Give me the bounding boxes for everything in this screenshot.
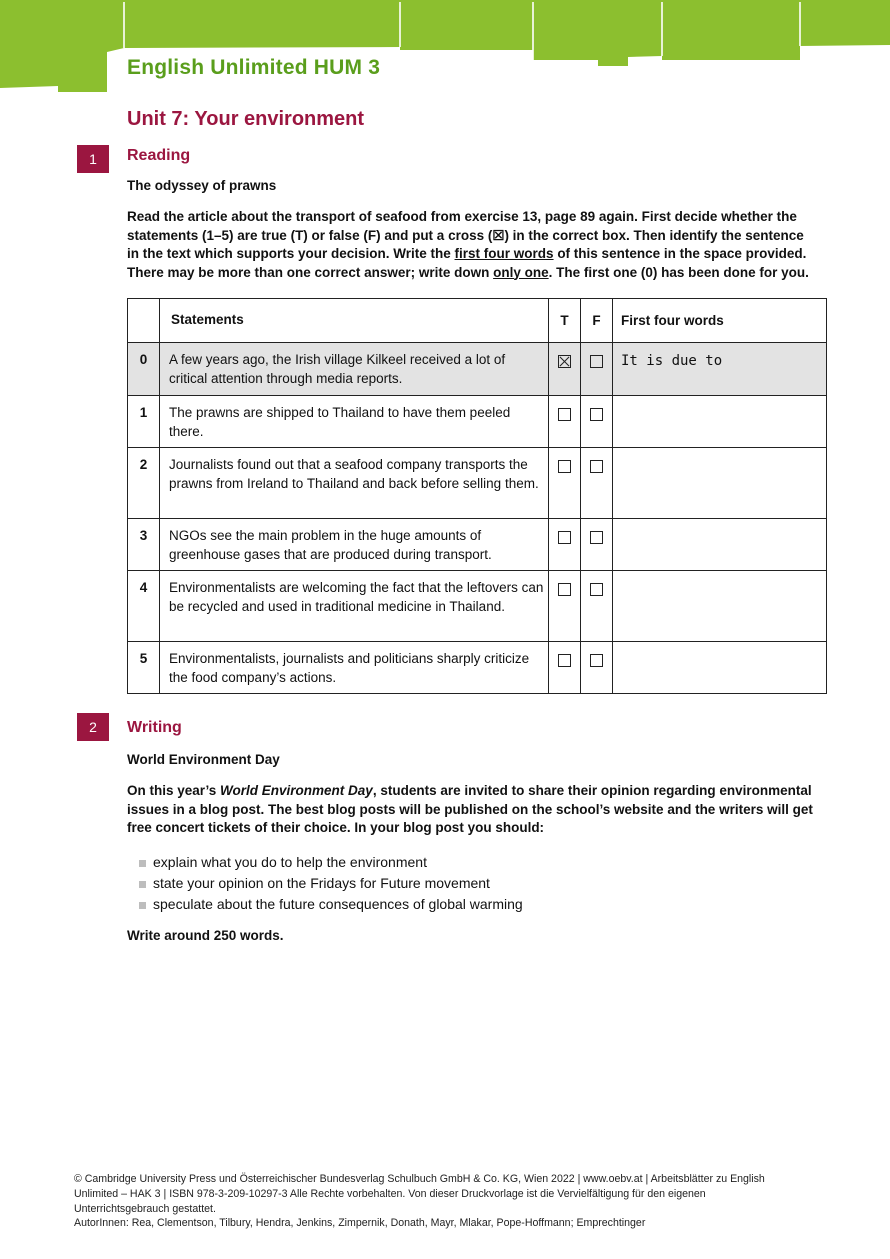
header-false: F — [581, 299, 613, 343]
emphasis-only-one: only one — [493, 264, 549, 280]
answer-field[interactable]: It is due to — [621, 353, 723, 369]
true-checkbox[interactable] — [558, 355, 571, 368]
true-false-table — [127, 298, 827, 694]
section-number-badge: 2 — [77, 713, 109, 741]
true-checkbox[interactable] — [558, 583, 571, 596]
footer-copyright: © Cambridge University Press und Österreichischer Bundesverlag Schulbuch GmbH & Co. KG, Wien 2022 | www.oebv.at | Arbeitsblätter zu English Unlimited – HAK 3 | ISBN 978-3-209-10297-3 Alle Rechte vorbehalten. Von dieser Druckvorlage ist die Vervielfältigung für den eigenen Unterrichtsgebrauch gestattet. — [74, 1173, 765, 1215]
footer-authors: AutorInnen: Rea, Clementson, Tilbury, Hendra, Jenkins, Zimpernik, Donath, Mayr, Mlakar, Pope-Hoffmann; Emprechtinger — [74, 1217, 646, 1230]
table-header-row — [128, 299, 827, 343]
task-bullet-list — [127, 852, 523, 916]
table-row — [128, 519, 827, 571]
true-checkbox[interactable] — [558, 408, 571, 421]
row-statement: Journalists found out that a seafood company transports the prawns from Ireland to Thailand and back before selling them. — [160, 448, 549, 519]
list-item: state your opinion on the Fridays for Future movement — [127, 873, 523, 894]
reading-heading: Reading — [127, 147, 191, 164]
list-item: explain what you do to help the environment — [127, 852, 523, 873]
table-row — [128, 343, 827, 396]
true-checkbox[interactable] — [558, 654, 571, 667]
square-bullet-icon — [139, 860, 146, 867]
row-number: 2 — [128, 448, 160, 519]
row-statement: Environmentalists are welcoming the fact that the leftovers can be recycled and used in traditional medicine in Thailand. — [160, 571, 549, 642]
header-num-cell — [128, 299, 160, 343]
row-number: 5 — [128, 642, 160, 694]
reading-instructions: Read the article about the transport of seafood from exercise 13, page 89 again. First decide whether the statements (1–5) are true (T) or false (F) and put a cross (☒) in the correct box. Then identify the sentence in the text which supports your decision. Write the first four words of this sentence in the space provided. There may be more than one correct answer; write down only one. The first one (0) has been done for you. — [127, 209, 809, 280]
row-number: 1 — [128, 396, 160, 448]
header-statements: Statements — [160, 299, 549, 343]
false-checkbox[interactable] — [590, 355, 603, 368]
true-checkbox[interactable] — [558, 531, 571, 544]
writing-subheading: World Environment Day — [127, 752, 280, 767]
false-checkbox[interactable] — [590, 460, 603, 473]
row-statement: A few years ago, the Irish village Kilkeel received a lot of critical attention through media reports. — [160, 343, 549, 396]
brand-title: English Unlimited HUM 3 — [127, 56, 381, 79]
square-bullet-icon — [139, 881, 146, 888]
row-number: 4 — [128, 571, 160, 642]
table-row — [128, 448, 827, 519]
header-decoration-band — [0, 0, 890, 95]
emphasis-event-name: World Environment Day — [220, 783, 373, 798]
false-checkbox[interactable] — [590, 408, 603, 421]
false-checkbox[interactable] — [590, 531, 603, 544]
header-true: T — [549, 299, 581, 343]
row-statement: NGOs see the main problem in the huge amounts of greenhouse gases that are produced during transport. — [160, 519, 549, 571]
false-checkbox[interactable] — [590, 583, 603, 596]
table-row — [128, 642, 827, 694]
row-number: 3 — [128, 519, 160, 571]
header-first-four-words: First four words — [613, 299, 827, 343]
footer — [74, 1172, 804, 1231]
word-count-instruction: Write around 250 words. — [127, 928, 284, 943]
emphasis-first-four-words: first four words — [454, 246, 554, 261]
row-statement: The prawns are shipped to Thailand to have them peeled there. — [160, 396, 549, 448]
false-checkbox[interactable] — [590, 654, 603, 667]
true-checkbox[interactable] — [558, 460, 571, 473]
row-number: 0 — [128, 343, 160, 396]
table-row — [128, 571, 827, 642]
unit-title: Unit 7: Your environment — [127, 108, 365, 130]
list-item: speculate about the future consequences of global warming — [127, 894, 523, 915]
row-statement: Environmentalists, journalists and politicians sharply criticize the food company’s actions. — [160, 642, 549, 694]
reading-subheading: The odyssey of prawns — [127, 178, 277, 193]
writing-heading: Writing — [127, 719, 182, 736]
section-number-badge: 1 — [77, 145, 109, 173]
writing-instructions: On this year’s World Environment Day, students are invited to share their opinion regarding environmental issues in a blog post. The best blog posts will be published on the school’s website and the writers will get free concert tickets of their choice. In your blog post you should: — [127, 783, 813, 835]
square-bullet-icon — [139, 902, 146, 909]
table-row — [128, 396, 827, 448]
